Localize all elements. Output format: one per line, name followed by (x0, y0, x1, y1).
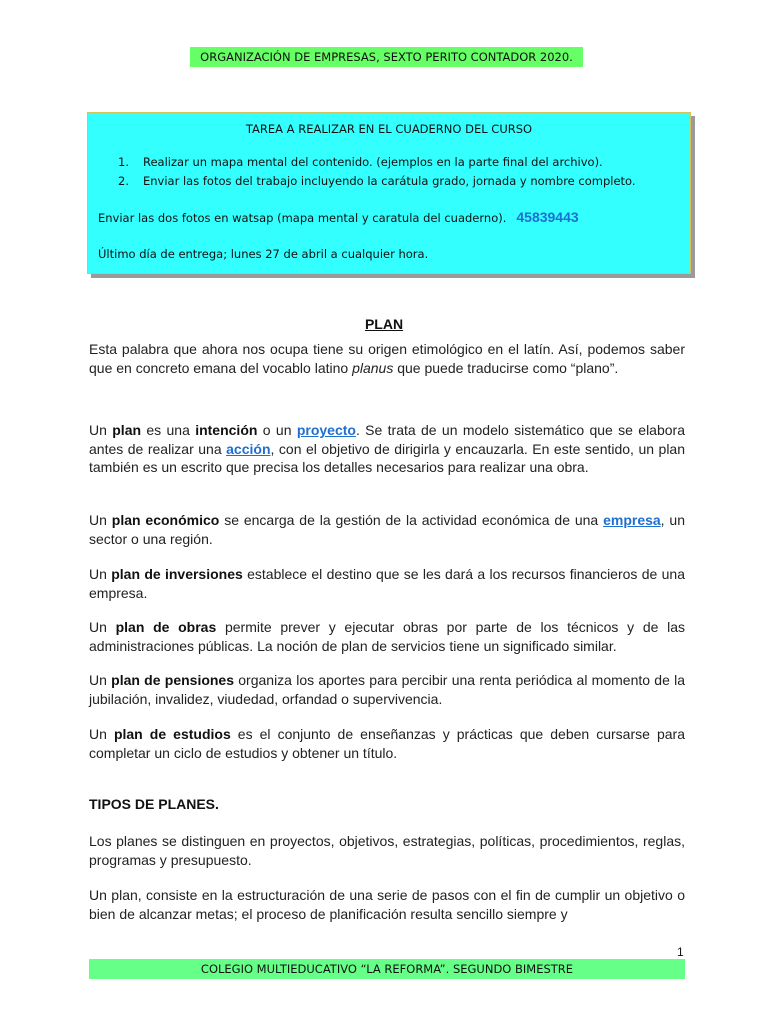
text: Un (89, 422, 113, 438)
paragraph-tipos: Los planes se distinguen en proyectos, objetivos, estrategias, políticas, procedimientos, reglas, programas y presupuesto. (89, 833, 685, 868)
text: Un (89, 566, 112, 582)
task-item-number: 1. (118, 155, 129, 169)
task-deadline: Último día de entrega; lunes 27 de abril a cualquier hora. (98, 247, 429, 261)
task-box (87, 112, 691, 274)
text: , un sector o una región. (89, 512, 685, 547)
task-send-instructions (98, 209, 579, 225)
bold-term: intención (195, 422, 258, 438)
footer-banner: COLEGIO MULTIEDUCATIVO “LA REFORMA”. SEGUNDO BIMESTRE (89, 959, 685, 979)
text: Un (89, 672, 112, 688)
text: , con el objetivo de dirigirla y encauzarla. En este sentido, un plan también es un escrito que precisa los detalles necesarios para realizar una obra. (89, 440, 686, 475)
text: establece el destino que se les dará a los recursos financieros de una empresa. (89, 566, 685, 601)
text: se encarga de la gestión de la actividad económica de una (219, 512, 604, 528)
bold-term: plan de pensiones (111, 672, 235, 688)
text: es el conjunto de enseñanzas y prácticas que deben cursarse para completar un ciclo de estudios y obtener un título. (89, 726, 685, 761)
task-item-number: 2. (118, 174, 129, 188)
section-heading-tipos: TIPOS DE PLANES. (89, 796, 219, 812)
task-item-text: Realizar un mapa mental del contenido. (ejemplos en la parte final del archivo). (143, 155, 603, 169)
plan-heading: PLAN (364, 316, 404, 332)
paragraph-definition (89, 421, 685, 477)
task-list (118, 153, 636, 191)
paragraph-plan-inversiones (89, 565, 685, 602)
paragraph-plan-estudios (89, 725, 685, 762)
bold-term: plan (112, 422, 142, 438)
italic-term: planus (352, 359, 394, 376)
task-item (118, 172, 636, 191)
paragraph-etymology (89, 340, 685, 377)
task-title: TAREA A REALIZAR EN EL CUADERNO DEL CURSO (245, 122, 533, 136)
paragraph-plan-pensiones (89, 671, 685, 708)
text: organiza los aportes para percibir una renta periódica al momento de la jubilación, invalidez, viudedad, orfandad o supervivencia. (89, 672, 686, 707)
text: o un (257, 422, 297, 438)
link-empresa[interactable]: empresa (603, 512, 661, 528)
text: Un (89, 619, 116, 635)
text: Un (89, 726, 114, 742)
text: es una (141, 422, 196, 438)
bold-term: plan de obras (115, 619, 217, 635)
task-item-text: Enviar las fotos del trabajo incluyendo la carátula grado, jornada y nombre completo. (143, 174, 636, 188)
page-number: 1 (677, 945, 684, 959)
header-banner: ORGANIZACIÓN DE EMPRESAS, SEXTO PERITO CONTADOR 2020. (190, 47, 583, 67)
task-send-text: Enviar las dos fotos en watsap (mapa mental y caratula del cuaderno). (98, 211, 507, 225)
paragraph-estructuracion: Un plan, consiste en la estructuración de una serie de pasos con el fin de cumplir un objetivo o bien de alcanzar metas; el proceso de planificación resulta sencillo siempre y (89, 887, 685, 922)
phone-number: 45839443 (516, 209, 579, 225)
link-accion[interactable]: acción (226, 440, 271, 457)
text: . Se trata de un modelo sistemático que se elabora antes de realizar una (89, 422, 685, 457)
text: Esta palabra que ahora nos ocupa tiene su origen etimológico en el latín. Así, podemos saber que en concreto emana del vocablo latino (89, 341, 685, 376)
text: Un (89, 512, 112, 528)
link-proyecto[interactable]: proyecto (296, 422, 356, 438)
paragraph-plan-obras (89, 618, 685, 655)
bold-term: plan económico (111, 512, 220, 528)
text: que puede traducirse como “plano”. (393, 359, 619, 376)
bold-term: plan de inversiones (111, 566, 243, 582)
text: permite prever y ejecutar obras por parte de los técnicos y de las administraciones públicas. La noción de plan de servicios tiene un significado similar. (89, 619, 686, 654)
task-item (118, 153, 636, 172)
bold-term: plan de estudios (113, 726, 231, 742)
paragraph-plan-economico (89, 511, 685, 548)
